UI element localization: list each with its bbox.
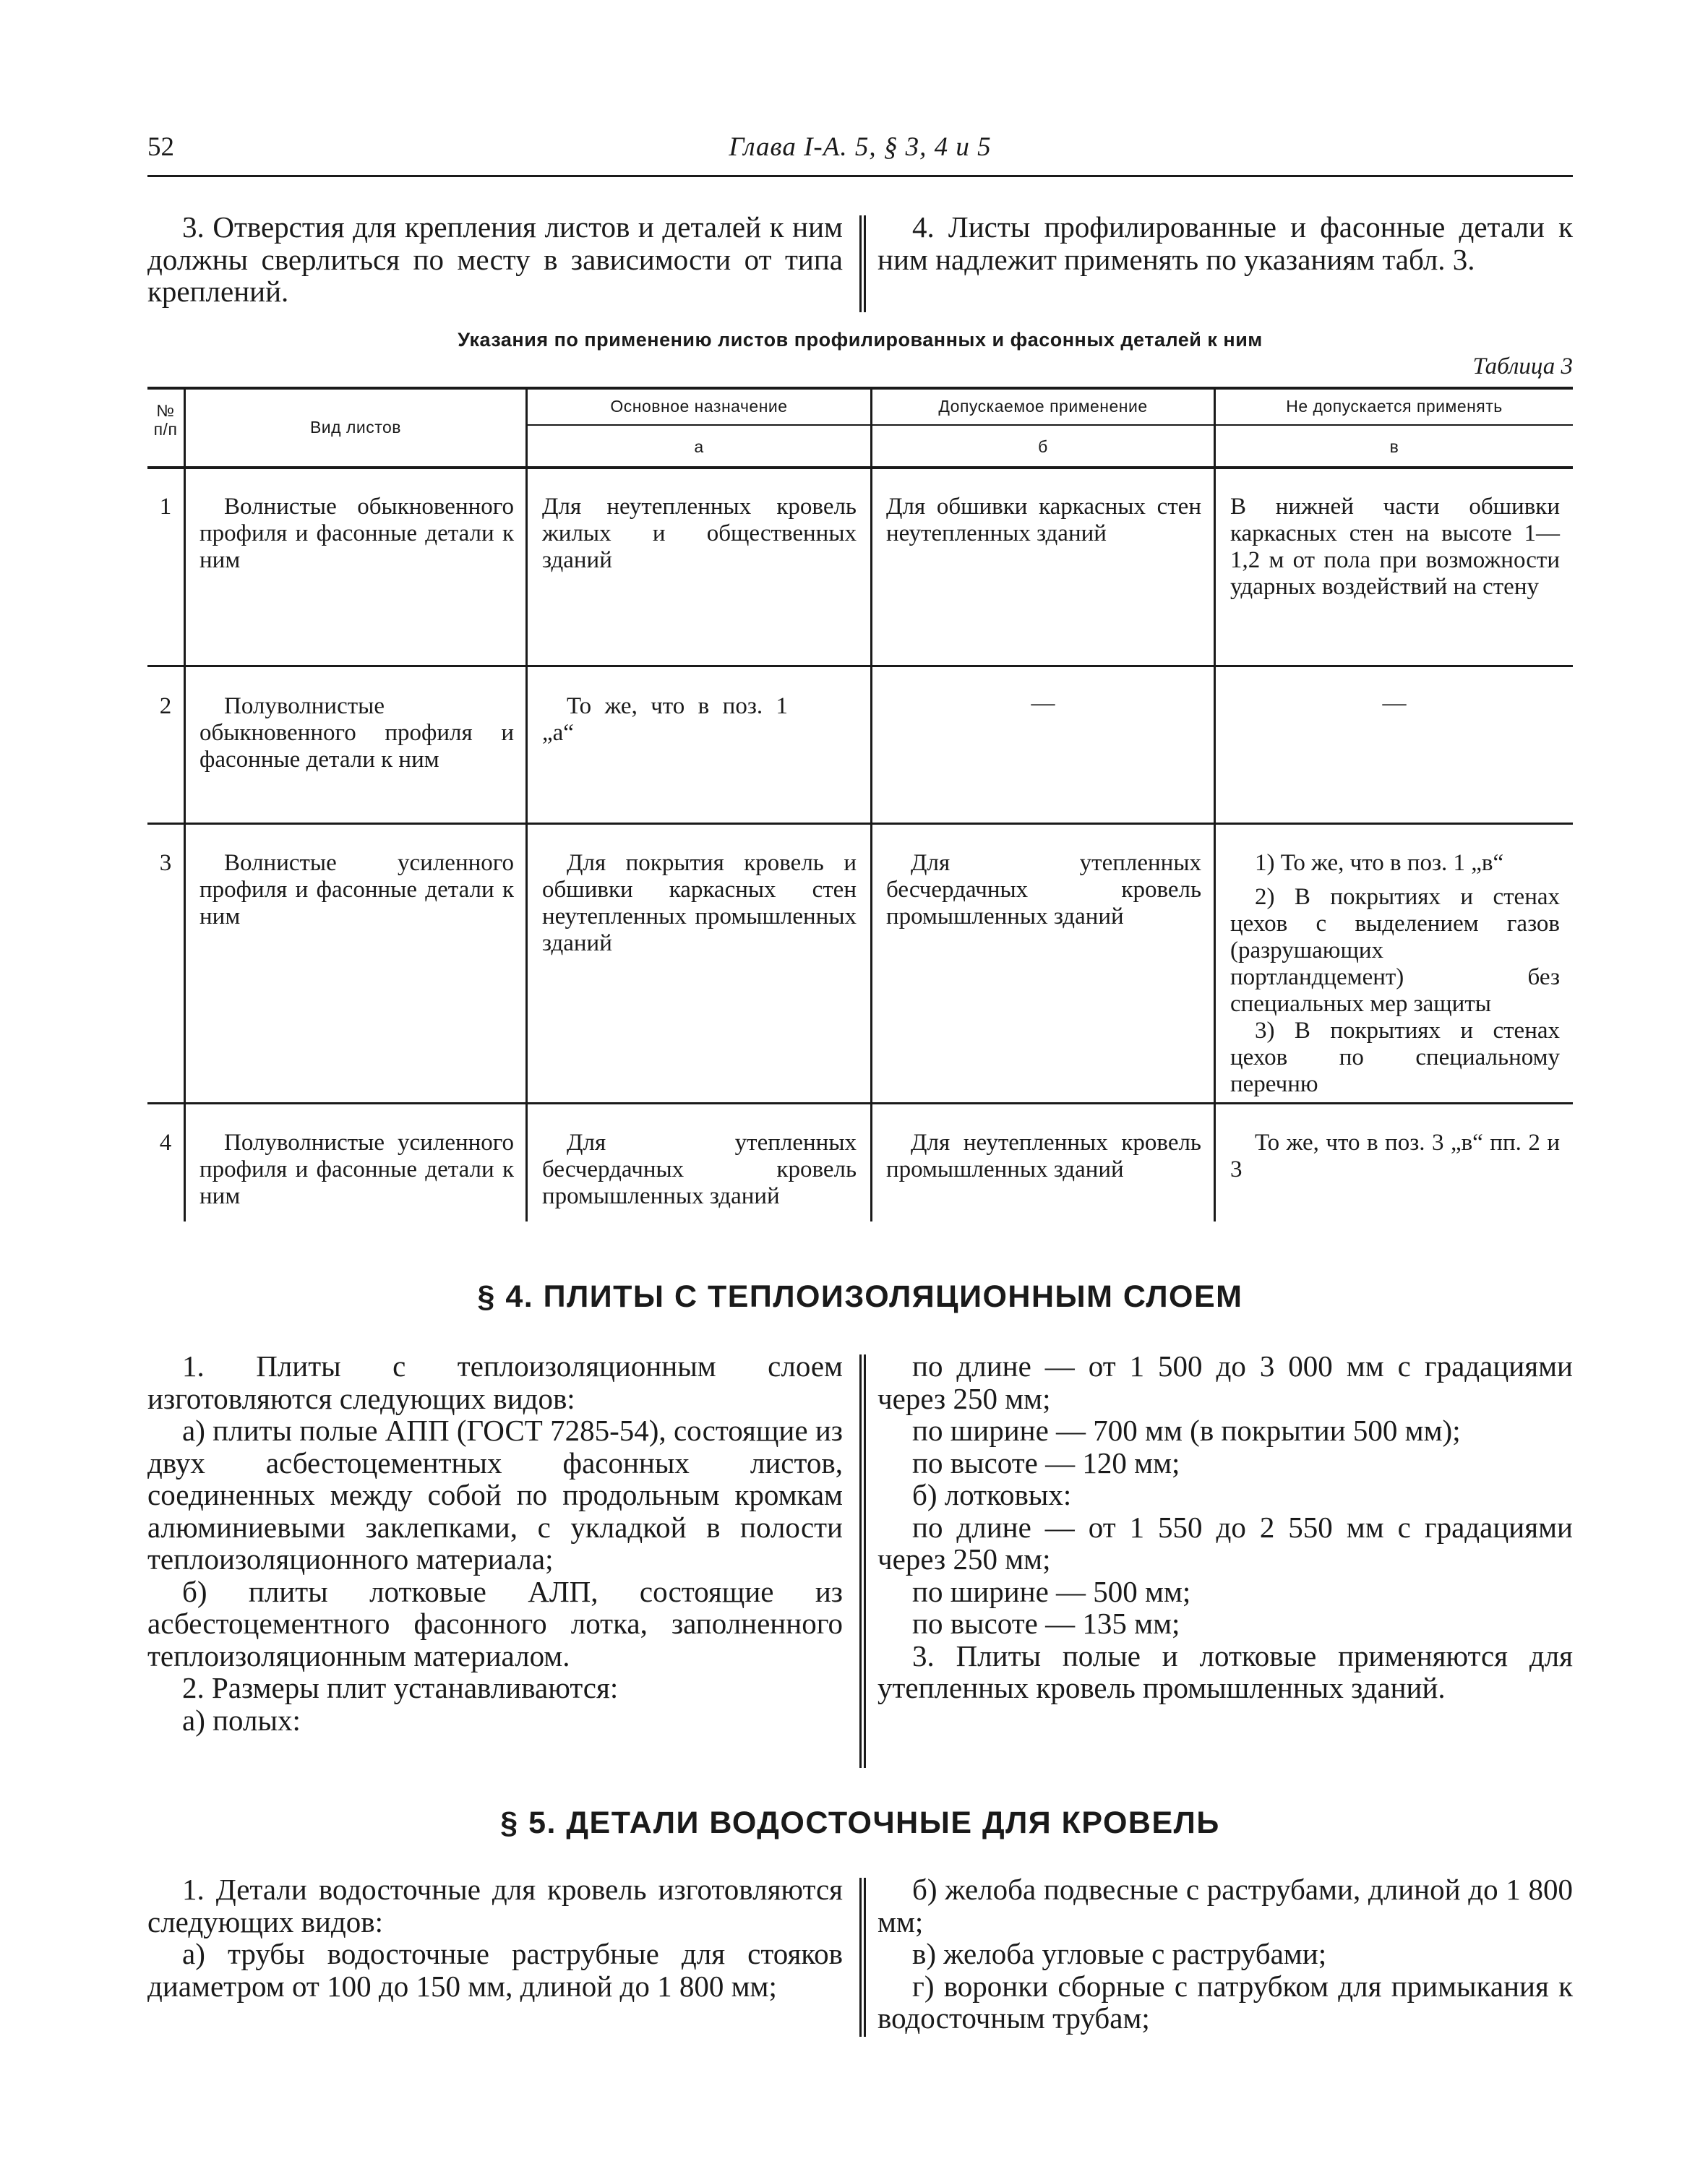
row-3-type: Волнистые усиленного профиля и фасонные детали к ним	[199, 850, 514, 929]
intro-paragraph-4: 4. Листы профилированные и фасонные детали к ним надлежит применять по указаниям табл. 3.	[877, 210, 1573, 276]
row-1-num: 1	[159, 494, 172, 520]
row-2-num: 2	[159, 693, 172, 719]
row-1-main: Для неутепленных кровель жилых и общественных зданий	[542, 494, 857, 573]
s4-paragraph: по высоте — 135 мм;	[912, 1607, 1180, 1640]
s5-paragraph: а) трубы водосточные раструбные для стояков диаметром от 100 до 150 мм, длиной до 1 800 мм;	[147, 1937, 843, 2003]
section-5-title: § 5. ДЕТАЛИ ВОДОСТОЧНЫЕ ДЛЯ КРОВЕЛЬ	[500, 1805, 1220, 1840]
column-divider	[859, 1354, 866, 1768]
header-sub-rule	[525, 424, 1573, 426]
s4-paragraph: по ширине — 500 мм;	[912, 1574, 1191, 1608]
row-3-main: Для покрытия кровель и обшивки каркасных стен неутепленных промышленных зданий	[542, 850, 857, 956]
row-3-num: 3	[159, 850, 172, 876]
section-5-left-column	[147, 1873, 843, 2002]
header-forbidden: Не допускается применять	[1286, 397, 1503, 416]
col-rule-4	[1214, 390, 1216, 1221]
intro-left-column	[147, 211, 843, 308]
row-4-num: 4	[159, 1130, 172, 1156]
row-4-main: Для утепленных бесчердачных кровель промышленных зданий	[542, 1130, 857, 1209]
row-2-allowed: —	[1031, 690, 1055, 716]
header-allowed-sub: б	[1038, 437, 1048, 456]
header-main-sub: а	[694, 437, 704, 456]
running-header	[147, 124, 1573, 168]
col-rule-3	[870, 390, 872, 1221]
row-1-forbidden: В нижней части обшивки каркасных стен на высоте 1—1,2 м от пола при возможности ударных воздействий на стену	[1230, 494, 1560, 600]
s4-paragraph: б) лотковых:	[912, 1478, 1072, 1511]
row-4-type: Полуволнистые усиленного профиля и фасонные детали к ним	[199, 1130, 514, 1209]
row-3-forbidden: 1) То же, что в поз. 1 „в“ 2) В покрытиях и стенах цехов с выделением газов (разрушающих портландцемент) без специальных мер защиты 3) В покрытиях и стенах цехов по специальному перечню	[1230, 850, 1560, 1097]
s4-paragraph: 3. Плиты полые и лотковые применяются для утепленных кровель промышленных зданий.	[877, 1639, 1573, 1704]
row-rule-2	[147, 823, 1573, 825]
col-rule-2	[525, 390, 528, 1221]
section-4-right-column	[877, 1350, 1573, 1704]
row-4-allowed: Для неутепленных кровель промышленных зданий	[886, 1130, 1201, 1182]
table-caption: Указания по применению листов профилированных и фасонных деталей к ним	[458, 329, 1263, 351]
s4-paragraph: по высоте — 120 мм;	[912, 1446, 1180, 1480]
header-type: Вид листов	[309, 418, 402, 437]
page-number: 52	[147, 132, 174, 162]
header-allowed: Допускаемое применение	[938, 397, 1148, 416]
section-4-title: § 4. ПЛИТЫ С ТЕПЛОИЗОЛЯЦИОННЫМ СЛОЕМ	[477, 1279, 1243, 1314]
row-3-allowed: Для утепленных бесчердачных кровель промышленных зданий	[886, 850, 1201, 929]
row-1-type: Волнистые обыкновенного профиля и фасонные детали к ним	[199, 494, 514, 573]
table-3	[147, 387, 1573, 1240]
row-rule-1	[147, 665, 1573, 667]
column-divider	[859, 1878, 866, 2037]
column-divider	[859, 215, 866, 312]
header-forbidden-sub: в	[1389, 437, 1399, 456]
chapter-reference: Глава I-А. 5, § 3, 4 и 5	[729, 132, 992, 162]
section-5-right-column	[877, 1873, 1573, 2035]
table-top-rule	[147, 387, 1573, 390]
s4-paragraph: б) плиты лотковые АЛП, состоящие из асбестоцементного фасонного лотка, заполненного теплоизоляционным материалом.	[147, 1574, 843, 1673]
intro-right-column	[877, 211, 1573, 275]
section-4-left-column	[147, 1350, 843, 1736]
s4-paragraph: а) плиты полые АПП (ГОСТ 7285-54), состоящие из двух асбестоцементных фасонных листов, соединенных между собой по продольным кромкам алюминиевыми заклепками, с укладкой в полости теплоизоляционного материала;	[147, 1414, 843, 1576]
header-num: № п/п	[153, 401, 178, 439]
row-1-allowed: Для обшивки каркасных стен неутепленных зданий	[886, 494, 1201, 546]
row-2-main: То же, что в поз. 1 „а“	[542, 693, 788, 746]
row-4-forbidden: То же, что в поз. 3 „в“ пп. 2 и 3	[1230, 1130, 1560, 1182]
s4-paragraph: по ширине — 700 мм (в покрытии 500 мм);	[912, 1414, 1461, 1447]
col-rule-1	[184, 390, 186, 1221]
s4-paragraph: 1. Плиты с теплоизоляционным слоем изготовляются следующих видов:	[147, 1349, 843, 1415]
s5-paragraph: б) желоба подвесные с раструбами, длиной до 1 800 мм;	[877, 1873, 1573, 1938]
s5-paragraph: в) желоба угловые с раструбами;	[912, 1937, 1327, 1970]
s4-paragraph: а) полых:	[182, 1703, 301, 1737]
s5-paragraph: 1. Детали водосточные для кровель изготовляются следующих видов:	[147, 1873, 843, 1938]
s4-paragraph: 2. Размеры плит устанавливаются:	[182, 1671, 619, 1704]
table-label: Таблица 3	[1472, 353, 1573, 379]
row-2-type: Полуволнистые обыкновенного профиля и фасонные детали к ним	[199, 693, 514, 773]
header-main: Основное назначение	[610, 397, 788, 416]
header-rule	[147, 175, 1573, 177]
intro-paragraph-3: 3. Отверстия для крепления листов и деталей к ним должны сверлиться по месту в зависимости от типа креплений.	[147, 210, 843, 308]
s4-paragraph: по длине — от 1 500 до 3 000 мм с градациями через 250 мм;	[877, 1349, 1573, 1415]
s4-paragraph: по длине — от 1 550 до 2 550 мм с градациями через 250 мм;	[877, 1510, 1573, 1576]
row-2-forbidden: —	[1382, 690, 1407, 716]
header-bottom-rule	[147, 466, 1573, 469]
row-rule-3	[147, 1102, 1573, 1104]
s5-paragraph: г) воронки сборные с патрубком для примыкания к водосточным трубам;	[877, 1969, 1573, 2035]
